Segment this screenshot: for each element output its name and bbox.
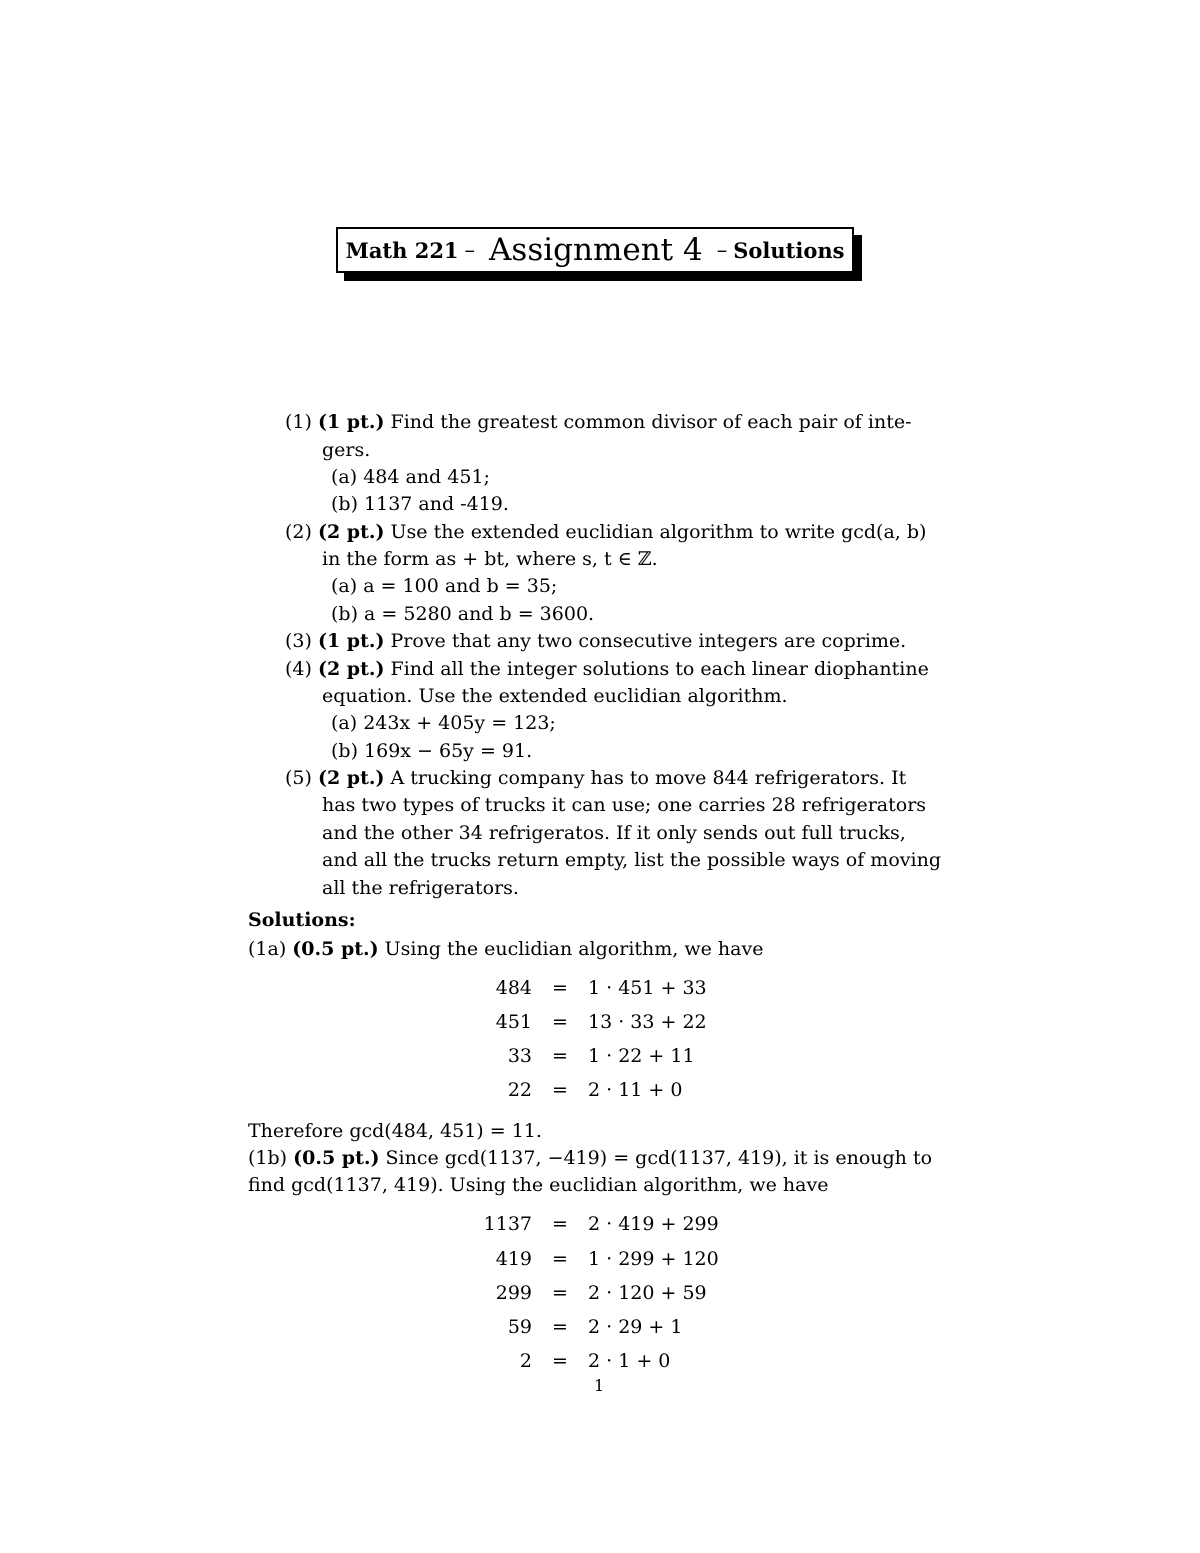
equation-rhs: 2 · 11 + 0 <box>588 1079 683 1101</box>
problem-1-line-1 <box>285 410 912 434</box>
solution-text: Using the euclidian algorithm, we have <box>384 938 764 960</box>
page-number: 1 <box>594 1376 605 1395</box>
equation-row <box>470 1044 730 1068</box>
equation-lhs: 22 <box>507 1079 532 1101</box>
equation-row <box>470 1212 750 1236</box>
problem-2-part-b: (b) a = 5280 and b = 3600. <box>331 603 595 625</box>
problem-points: (1 pt.) <box>317 411 385 433</box>
problem-3-line-1 <box>285 629 906 653</box>
equation-rhs: 13 · 33 + 22 <box>588 1011 707 1033</box>
problem-4-part-a: (a) 243x + 405y = 123; <box>331 712 556 734</box>
problem-number: (3) <box>285 630 312 652</box>
problem-4-part-b: (b) 169x − 65y = 91. <box>331 740 533 762</box>
equation-table-1a <box>470 976 730 1108</box>
title-kind: Solutions <box>733 237 845 263</box>
problem-4-line-2: equation. Use the extended euclidian algorithm. <box>322 685 788 707</box>
solution-label: (1b) <box>248 1147 288 1169</box>
problem-points: (2 pt.) <box>317 521 385 543</box>
solution-1a-intro <box>248 937 763 961</box>
equation-row <box>470 1247 750 1271</box>
equation-row <box>470 1010 730 1034</box>
problem-text: Find the greatest common divisor of each pair of inte- <box>390 411 912 433</box>
problem-1-part-a: (a) 484 and 451; <box>331 466 490 488</box>
equation-row <box>470 1349 750 1373</box>
equation-rhs: 2 · 120 + 59 <box>588 1282 707 1304</box>
equals-sign: = <box>552 977 568 999</box>
problem-2-line-1 <box>285 520 926 544</box>
equals-sign: = <box>552 1045 568 1067</box>
problem-5-line-5: all the refrigerators. <box>322 877 519 899</box>
title-dash: – <box>464 238 476 262</box>
problem-2-part-a: (a) a = 100 and b = 35; <box>331 575 558 597</box>
equation-rhs: 1 · 22 + 11 <box>588 1045 695 1067</box>
equation-lhs: 2 <box>519 1350 532 1372</box>
equation-row <box>470 976 730 1000</box>
title-box <box>336 227 854 273</box>
solution-1b-line-2: find gcd(1137, 419). Using the euclidian algorithm, we have <box>248 1174 829 1196</box>
title-frame <box>336 227 854 273</box>
title-dash: – <box>716 238 728 262</box>
solution-label: (1a) <box>248 938 287 960</box>
equation-rhs: 2 · 29 + 1 <box>588 1316 683 1338</box>
solution-text: Since gcd(1137, −419) = gcd(1137, 419), it is enough to <box>385 1147 933 1169</box>
solution-points: (0.5 pt.) <box>293 1147 380 1169</box>
equation-table-1b <box>470 1212 750 1372</box>
equation-row <box>470 1315 750 1339</box>
solutions-heading: Solutions: <box>248 909 356 931</box>
equation-row <box>470 1281 750 1305</box>
equation-row <box>470 1078 730 1102</box>
problem-points: (2 pt.) <box>317 658 385 680</box>
equation-lhs: 484 <box>495 977 532 999</box>
equation-lhs: 59 <box>507 1316 532 1338</box>
problem-points: (1 pt.) <box>317 630 385 652</box>
problem-5-line-2: has two types of trucks it can use; one carries 28 refrigerators <box>322 794 927 816</box>
equals-sign: = <box>552 1011 568 1033</box>
equation-rhs: 2 · 419 + 299 <box>588 1213 719 1235</box>
course-name: Math 221 <box>345 237 459 263</box>
equals-sign: = <box>552 1213 568 1235</box>
problem-points: (2 pt.) <box>317 767 385 789</box>
equation-rhs: 2 · 1 + 0 <box>588 1350 671 1372</box>
solution-1a-conclusion: Therefore gcd(484, 451) = 11. <box>248 1120 542 1142</box>
equals-sign: = <box>552 1248 568 1270</box>
equals-sign: = <box>552 1282 568 1304</box>
problem-text: Prove that any two consecutive integers are coprime. <box>390 630 907 652</box>
problem-2-line-2: in the form as + bt, where s, t ∈ ℤ. <box>322 548 658 570</box>
equation-rhs: 1 · 299 + 120 <box>588 1248 719 1270</box>
problem-number: (2) <box>285 521 312 543</box>
problem-text: Use the extended euclidian algorithm to write gcd(a, b) <box>390 521 927 543</box>
problem-1-line-2: gers. <box>322 439 371 461</box>
problem-5-line-3: and the other 34 refrigeratos. If it only sends out full trucks, <box>322 822 906 844</box>
equals-sign: = <box>552 1350 568 1372</box>
equation-rhs: 1 · 451 + 33 <box>588 977 707 999</box>
problem-1-part-b: (b) 1137 and -419. <box>331 493 509 515</box>
assignment-title: Assignment 4 <box>489 232 703 268</box>
problem-4-line-1 <box>285 657 929 681</box>
problem-number: (1) <box>285 411 312 433</box>
equation-lhs: 299 <box>495 1282 532 1304</box>
problem-number: (5) <box>285 767 312 789</box>
problem-number: (4) <box>285 658 312 680</box>
equation-lhs: 419 <box>495 1248 532 1270</box>
solution-points: (0.5 pt.) <box>292 938 379 960</box>
equation-lhs: 451 <box>495 1011 532 1033</box>
problem-5-line-1 <box>285 766 906 790</box>
problem-5-line-4: and all the trucks return empty, list the possible ways of moving <box>322 849 941 871</box>
equals-sign: = <box>552 1079 568 1101</box>
problem-text: Find all the integer solutions to each linear diophantine <box>390 658 929 680</box>
problem-text: A trucking company has to move 844 refrigerators. It <box>390 767 907 789</box>
equation-lhs: 33 <box>507 1045 532 1067</box>
solution-1b-line-1 <box>248 1146 932 1170</box>
equals-sign: = <box>552 1316 568 1338</box>
equation-lhs: 1137 <box>483 1213 532 1235</box>
